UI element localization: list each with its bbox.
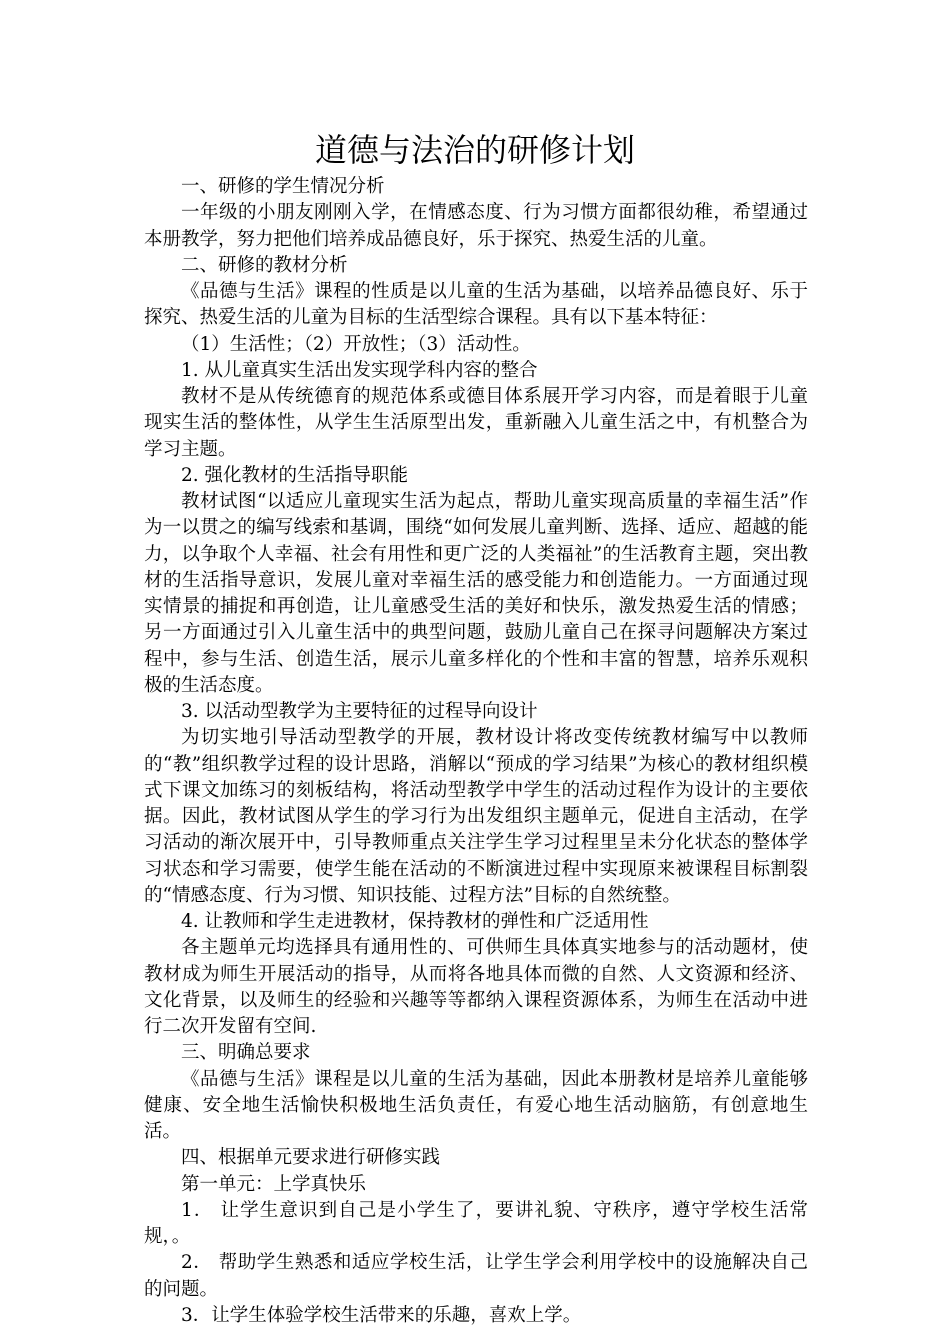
section-heading-practice: 四、根据单元要求进行研修实践: [181, 1147, 441, 1169]
paragraph: 教材试图“以适应儿童现实生活为起点，帮助儿童实现高质量的幸福生活”作为一以贯之的编写线索和基调，围绕“如何发展儿童判断、选择、适应、超越的能力，以争取个人幸福、社会有用性和更广泛的人类福祉”的生活教育主题，突出教材的生活指导意识，发展儿童对幸福生活的感受能力和创造能力。一方面通过现实情景的捕捉和再创造，让儿童感受生活的美好和快乐，激发热爱生活的情感；另一方面通过引入儿童生活中的典型问题，鼓励儿童自己在探寻问题解决方案过程中，参与生活、创造生活，展示儿童多样化的个性和丰富的智慧，培养乐观积极的生活态度。: [144, 491, 808, 696]
subheading: 3. 以活动型教学为主要特征的过程导向设计: [181, 701, 538, 722]
paragraph: 《品德与生活》课程的性质是以儿童的生活为基础，以培养品德良好、乐于探究、热爱生活的儿童为目标的生活型综合课程。具有以下基本特征：: [144, 281, 808, 329]
paragraph: 为切实地引导活动型教学的开展，教材设计将改变传统教材编写中以教师的“教”组织教学过程的设计思路，消解以“预成的学习结果”为核心的教材组织模式下课文加练习的刻板结构，将活动型教学中学生的活动过程作为设计的主要依据。因此，教材试图从学生的学习行为出发组织主题单元，促进自主活动，在学习活动的渐次展开中，引导教师重点关注学生学习过程里呈未分化状态的整体学习状态和学习需要，使学生能在活动的不断演进过程中实现原来被课程目标割裂的“情感态度、行为习惯、知识技能、过程方法”目标的自然统整。: [144, 727, 808, 906]
document-body: [144, 174, 808, 1329]
section-heading-requirements: 三、明确总要求: [181, 1042, 311, 1064]
subheading: 1. 从儿童真实生活出发实现学科内容的整合: [181, 359, 538, 381]
subheading: 4. 让教师和学生走进教材，保持教材的弹性和广泛适用性: [181, 911, 649, 932]
list-item: 2． 帮助学生熟悉和适应学校生活，让学生学会利用学校中的设施解决自己的问题。: [144, 1252, 808, 1300]
paragraph: 各主题单元均选择具有通用性的、可供师生具体真实地参与的活动题材，使教材成为师生开展活动的指导，从而将各地具体而微的自然、人文资源和经济、文化背景，以及师生的经验和兴趣等等都纳入课程资源体系，为师生在活动中进行二次开发留有空间.: [144, 937, 808, 1037]
document-title: 道德与法治的研修计划: [314, 131, 635, 169]
paragraph: 一年级的小朋友刚刚入学，在情感态度、行为习惯方面都很幼稚，希望通过本册教学，努力把他们培养成品德良好，乐于探究、热爱生活的儿童。: [144, 202, 808, 250]
subheading: 2. 强化教材的生活指导职能: [181, 464, 409, 486]
list-item: 1． 让学生意识到自己是小学生了，要讲礼貌、守秩序，遵守学校生活常规，。: [144, 1199, 808, 1247]
paragraph: （1）生活性；（2）开放性；（3）活动性。: [181, 333, 531, 355]
paragraph: 教材不是从传统德育的规范体系或德目体系展开学习内容，而是着眼于儿童现实生活的整体性，从学生生活原型出发，重新融入儿童生活之中，有机整合为学习主题。: [144, 386, 808, 460]
paragraph: 《品德与生活》课程是以儿童的生活为基础，因此本册教材是培养儿童能够健康、安全地生活愉快积极地生活负责任，有爱心地生活动脑筋，有创意地生活。: [144, 1068, 808, 1142]
list-item: 3．让学生体验学校生活带来的乐趣，喜欢上学。: [181, 1304, 582, 1326]
section-heading-student-analysis: 一、研修的学生情况分析: [181, 176, 385, 197]
section-heading-textbook-analysis: 二、研修的教材分析: [181, 254, 348, 276]
unit-heading: 第一单元：上学真快乐: [181, 1173, 367, 1195]
